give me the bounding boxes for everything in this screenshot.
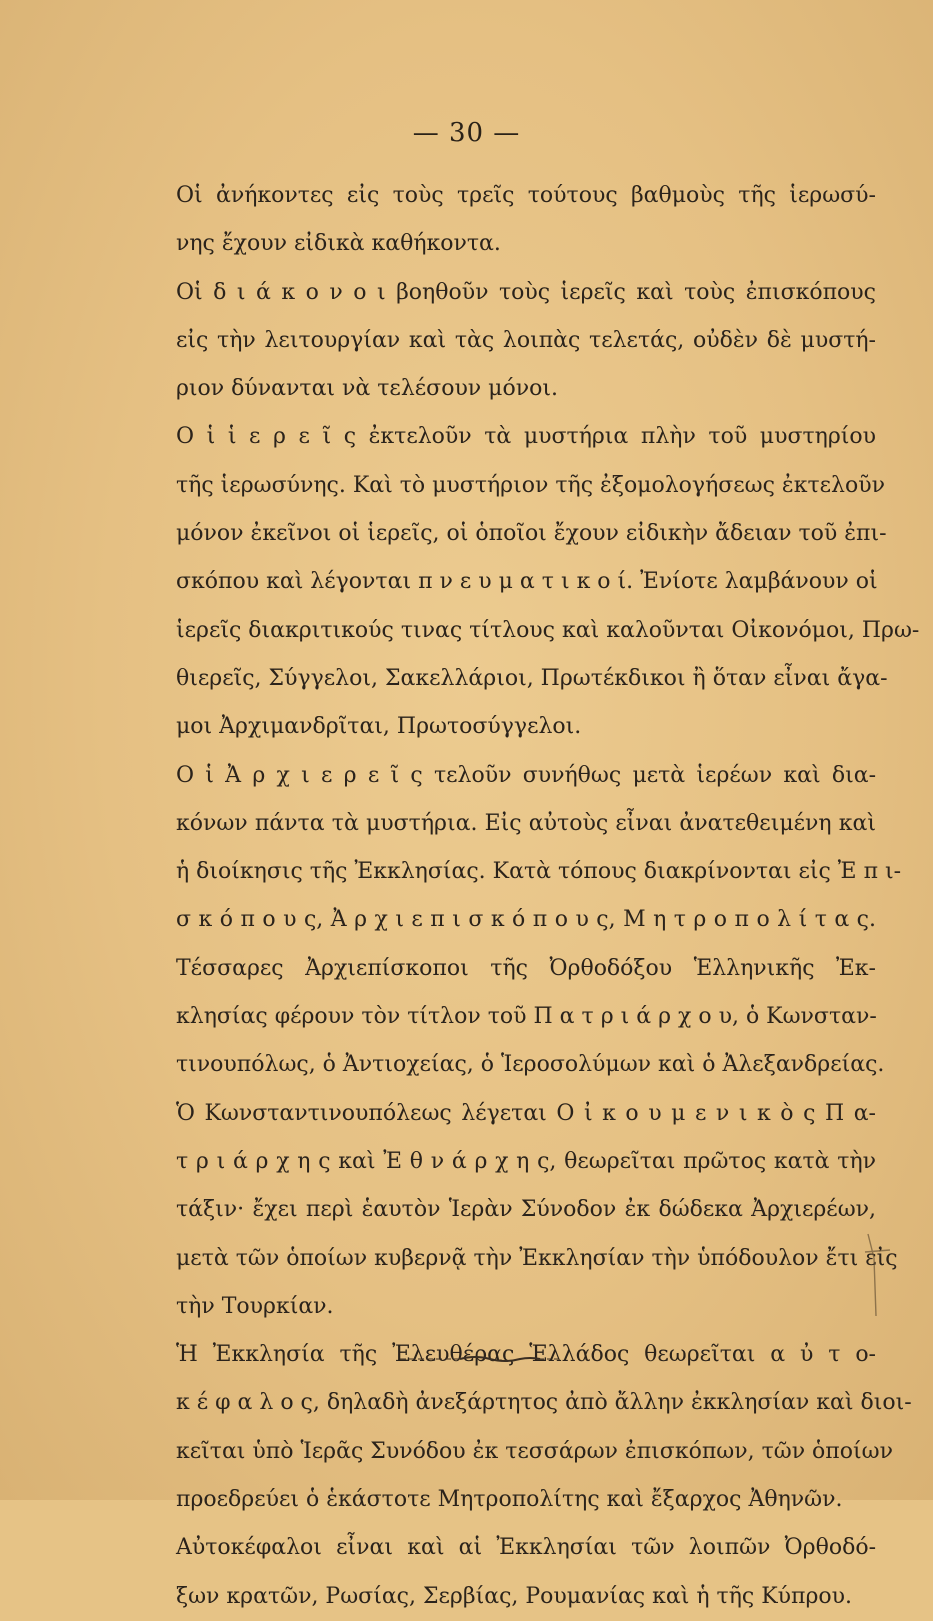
text-line: ἡ διοίκησις τῆς Ἐκκλησίας. Κατὰ τόπους διακρίνονται εἰς Ἐ π ι- bbox=[176, 859, 902, 885]
text-line: τινουπόλως, ὁ Ἀντιοχείας, ὁ Ἱεροσολύμων καὶ ὁ Ἀλεξανδρείας. bbox=[176, 1052, 885, 1078]
text-line: ξων κρατῶν, Ρωσίας, Σερβίας, Ρουμανίας καὶ ἡ τῆς Κύπρου. bbox=[176, 1583, 853, 1609]
text-line: μοι Ἀρχιμανδρῖται, Πρωτοσύγγελοι. bbox=[176, 714, 582, 740]
page-number: — 30 — bbox=[412, 118, 521, 148]
text-line: Ἡ Ἐκκλησία τῆς Ἐλευθέρας Ἑλλάδος θεωρεῖται α ὐ τ ο- bbox=[176, 1342, 876, 1368]
text-line: νης ἔχουν εἰδικὰ καθήκοντα. bbox=[176, 231, 501, 257]
text-line: σκόπου καὶ λέγονται π ν ε υ μ α τ ι κ ο ί. Ἐνίοτε λαμβάνουν οἱ bbox=[176, 569, 878, 595]
text-line: τὴν Τουρκίαν. bbox=[176, 1293, 334, 1319]
text-line: μόνον ἐκεῖνοι οἱ ἱερεῖς, οἱ ὁποῖοι ἔχουν εἰδικὴν ἄδειαν τοῦ ἐπι- bbox=[176, 521, 887, 547]
text-line: μετὰ τῶν ὁποίων κυβερνᾷ τὴν Ἐκκλησίαν τὴν ὑπόδουλον ἔτι εἰς bbox=[176, 1245, 898, 1271]
text-line: Ὁ Κωνσταντινουπόλεως λέγεται Ο ἰ κ ο υ μ ε ν ι κ ὸ ς Π α- bbox=[176, 1100, 876, 1126]
text-line: Οἱ δ ι ά κ ο ν ο ι βοηθοῦν τοὺς ἱερεῖς καὶ τοὺς ἐπισκόπους bbox=[176, 279, 876, 305]
text-line: σ κ ό π ο υ ς, Ἀ ρ χ ι ε π ι σ κ ό π ο υ ς, Μ η τ ρ ο π ο λ ί τ α ς. bbox=[176, 907, 876, 933]
text-line: τ ρ ι ά ρ χ η ς καὶ Ἐ θ ν ά ρ χ η ς, θεωρεῖται πρῶτος κατὰ τὴν bbox=[176, 1148, 876, 1174]
text-line: εἰς τὴν λειτουργίαν καὶ τὰς λοιπὰς τελετάς, οὐδὲν δὲ μυστή- bbox=[176, 327, 876, 353]
text-line: τῆς ἱερωσύνης. Καὶ τὸ μυστήριον τῆς ἐξομολογήσεως ἐκτελοῦν bbox=[176, 472, 885, 498]
pencil-mark-icon bbox=[862, 1230, 892, 1320]
text-line: προεδρεύει ὁ ἑκάστοτε Μητροπολίτης καὶ ἔξαρχος Ἀθηνῶν. bbox=[176, 1487, 843, 1513]
text-line: ἱερεῖς διακριτικούς τινας τίτλους καὶ καλοῦνται Οἰκονόμοι, Πρω- bbox=[176, 617, 920, 643]
text-line: τάξιν· ἔχει περὶ ἑαυτὸν Ἱερὰν Σύνοδον ἐκ δώδεκα Ἀρχιερέων, bbox=[176, 1197, 876, 1223]
text-line: Ο ἱ Ἀ ρ χ ι ε ρ ε ῖ ς τελοῦν συνήθως μετὰ ἱερέων καὶ δια- bbox=[176, 762, 876, 788]
text-line: κλησίας φέρουν τὸν τίτλον τοῦ Π α τ ρ ι ά ρ χ ο υ, ὁ Κωνσταν- bbox=[176, 1004, 877, 1030]
text-line: θιερεῖς, Σύγγελοι, Σακελλάριοι, Πρωτέκδικοι ἢ ὅταν εἶναι ἄγα- bbox=[176, 665, 888, 691]
text-line: Οἱ ἀνήκοντες εἰς τοὺς τρεῖς τούτους βαθμοὺς τῆς ἱερωσύ- bbox=[176, 183, 876, 208]
text-line: κ έ φ α λ ο ς, δηλαδὴ ἀνεξάρτητος ἀπὸ ἄλλην ἐκκλησίαν καὶ διοι- bbox=[176, 1390, 912, 1416]
text-line: Ο ἱ ἱ ε ρ ε ῖ ς ἐκτελοῦν τὰ μυστήρια πλὴν τοῦ μυστηρίου bbox=[176, 424, 876, 450]
body-text bbox=[176, 172, 920, 1621]
text-line: Τέσσαρες Ἀρχιεπίσκοποι τῆς Ὀρθοδόξου Ἑλληνικῆς Ἐκ- bbox=[176, 955, 876, 981]
text-line: κόνων πάντα τὰ μυστήρια. Εἰς αὐτοὺς εἶναι ἀνατεθειμένη καὶ bbox=[176, 810, 876, 836]
ornament-divider-icon bbox=[400, 1355, 560, 1363]
text-line: Αὐτοκέφαλοι εἶναι καὶ αἱ Ἐκκλησίαι τῶν λοιπῶν Ὀρθοδό- bbox=[176, 1535, 876, 1561]
text-line: κεῖται ὑπὸ Ἱερᾶς Συνόδου ἐκ τεσσάρων ἐπισκόπων, τῶν ὁποίων bbox=[176, 1438, 893, 1464]
text-line: ριον δύνανται νὰ τελέσουν μόνοι. bbox=[176, 376, 558, 402]
